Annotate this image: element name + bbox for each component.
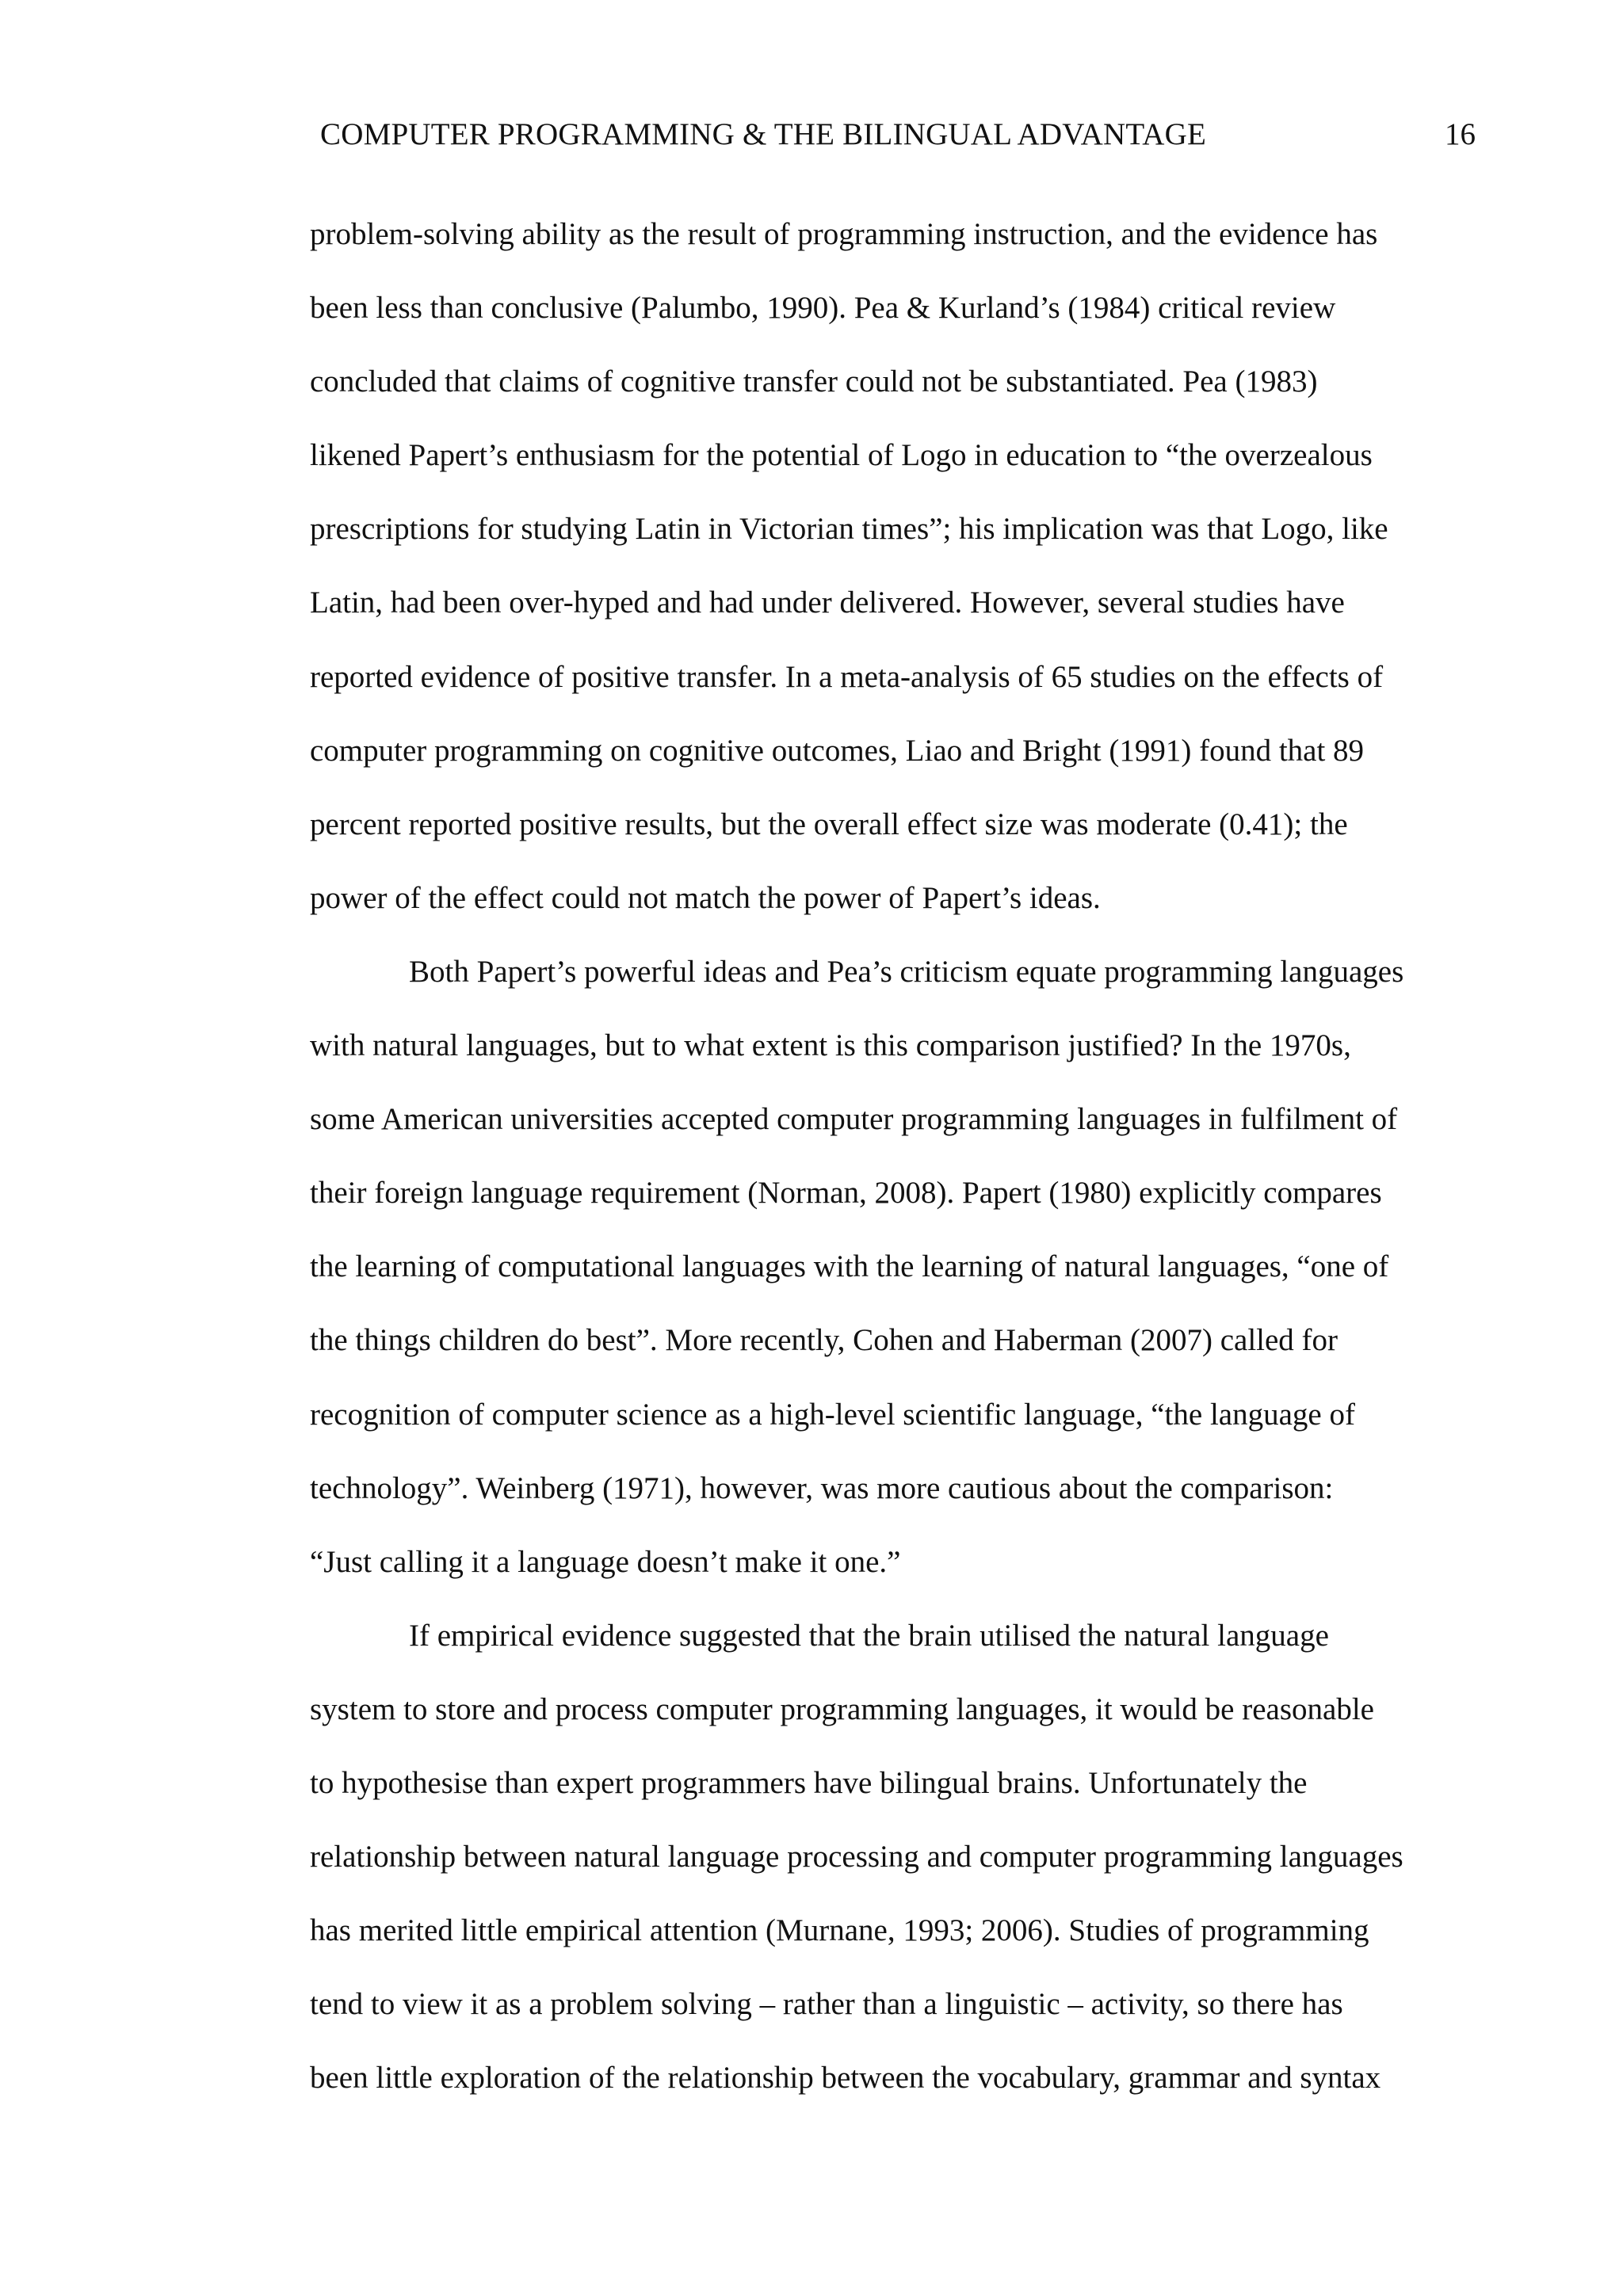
text-line: recognition of computer science as a high-level scientific language, “the language of xyxy=(310,1397,1355,1432)
text-line: been little exploration of the relationship between the vocabulary, grammar and syntax xyxy=(310,2061,1381,2096)
text-line: been less than conclusive (Palumbo, 1990). Pea & Kurland’s (1984) critical review xyxy=(310,291,1336,326)
text-line: has merited little empirical attention (Murnane, 1993; 2006). Studies of programming xyxy=(310,1913,1369,1948)
text-line: system to store and process computer programming languages, it would be reasonable xyxy=(310,1691,1374,1726)
paragraph-first-line: Both Papert’s powerful ideas and Pea’s criticism equate programming languages xyxy=(409,954,1404,989)
text-line: reported evidence of positive transfer. In a meta-analysis of 65 studies on the effects of xyxy=(310,659,1384,694)
text-line: with natural languages, but to what extent is this comparison justified? In the 1970s, xyxy=(310,1028,1351,1063)
text-line: power of the effect could not match the power of Papert’s ideas. xyxy=(310,880,1101,915)
text-line: “Just calling it a language doesn’t make it one.” xyxy=(310,1544,901,1579)
text-line: to hypothesise than expert programmers have bilingual brains. Unfortunately the xyxy=(310,1765,1308,1800)
page-number: 16 xyxy=(1445,117,1476,151)
body-text xyxy=(310,212,1499,2130)
text-line: their foreign language requirement (Norman, 2008). Papert (1980) explicitly compares xyxy=(310,1176,1382,1211)
running-head: COMPUTER PROGRAMMING & THE BILINGUAL ADVANTAGE xyxy=(320,117,1206,151)
text-line: likened Papert’s enthusiasm for the potential of Logo in education to “the overzealous xyxy=(310,438,1373,473)
text-line: prescriptions for studying Latin in Victorian times”; his implication was that Logo, like xyxy=(310,512,1388,547)
text-line: Latin, had been over-hyped and had under delivered. However, several studies have xyxy=(310,585,1345,620)
text-line: technology”. Weinberg (1971), however, was more cautious about the comparison: xyxy=(310,1470,1334,1505)
text-line: tend to view it as a problem solving – rather than a linguistic – activity, so there has xyxy=(310,1987,1343,2022)
text-line: problem-solving ability as the result of programming instruction, and the evidence has xyxy=(310,217,1378,251)
text-line: percent reported positive results, but the overall effect size was moderate (0.41); the xyxy=(310,807,1348,841)
paragraph-first-line: If empirical evidence suggested that the brain utilised the natural language xyxy=(409,1618,1329,1653)
text-line: computer programming on cognitive outcomes, Liao and Bright (1991) found that 89 xyxy=(310,733,1365,768)
text-line: the learning of computational languages with the learning of natural languages, “one of xyxy=(310,1249,1389,1284)
text-line: the things children do best”. More recently, Cohen and Haberman (2007) called for xyxy=(310,1323,1338,1358)
text-line: some American universities accepted computer programming languages in fulfilment of xyxy=(310,1102,1398,1137)
text-line: concluded that claims of cognitive transfer could not be substantiated. Pea (1983) xyxy=(310,364,1318,399)
text-line: relationship between natural language processing and computer programming languages xyxy=(310,1840,1403,1875)
